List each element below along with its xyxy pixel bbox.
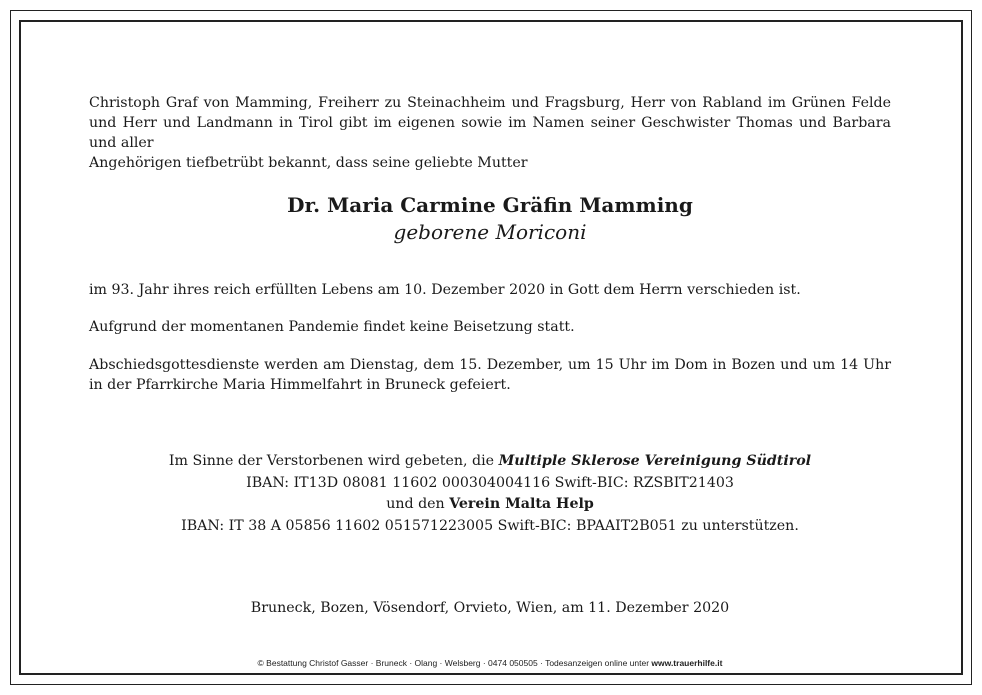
donation-line-1 <box>89 451 891 473</box>
burial-notice: Aufgrund der momentanen Pandemie findet keine Beisetzung statt. <box>89 319 575 335</box>
donation-iban-2: IBAN: IT 38 A 05856 11602 051571223005 Swift-BIC: BPAAIT2B051 zu unterstützen. <box>181 517 799 534</box>
donation-iban-1: IBAN: IT13D 08081 11602 000304004116 Swift-BIC: RZSBIT21403 <box>246 474 734 491</box>
donation-line-3 <box>89 494 891 516</box>
place-date: Bruneck, Bozen, Vösendorf, Orvieto, Wien, am 11. Dezember 2020 <box>250 600 730 616</box>
death-statement: im 93. Jahr ihres reich erfüllten Lebens am 10. Dezember 2020 in Gott dem Herrn verschieden ist. <box>89 282 801 298</box>
footer-text: © Bestattung Christof Gasser · Bruneck · Olang · Welsberg · 0474 050505 · Todesanzeigen online unter <box>257 658 652 668</box>
donation-org-ms: Multiple Sklerose Vereinigung Südtirol <box>498 453 812 469</box>
deceased-name: Dr. Maria Carmine Gräfin Mamming <box>287 193 693 217</box>
footer-url[interactable]: www.trauerhilfe.it <box>651 658 723 668</box>
donation-and: und den <box>386 496 450 512</box>
footer-credit <box>89 657 891 669</box>
donation-request <box>89 451 891 537</box>
donation-org-malta: Verein Malta Help <box>449 496 594 512</box>
service-notice: Abschiedsgottesdienste werden am Dienstag, dem 15. Dezember, um 15 Uhr im Dom in Bozen und um 14 Uhr in der Pfarrkirche Maria Himmelfahrt in Bruneck gefeiert. <box>89 357 891 393</box>
intro-paragraph <box>89 93 891 173</box>
donation-prefix: Im Sinne der Verstorbenen wird gebeten, die <box>168 453 499 469</box>
intro-last-line: Angehörigen tiefbetrübt bekannt, dass seine geliebte Mutter <box>89 155 528 171</box>
maiden-name: geborene Moriconi <box>393 220 587 244</box>
intro-text: Christoph Graf von Mamming, Freiherr zu Steinachheim und Fragsburg, Herr von Rabland im Grünen Felde und Herr und Landmann in Tirol gibt im eigenen sowie im Namen seiner Geschwister Thomas und Barbara und aller <box>89 95 891 151</box>
deceased-name-block <box>89 191 891 245</box>
